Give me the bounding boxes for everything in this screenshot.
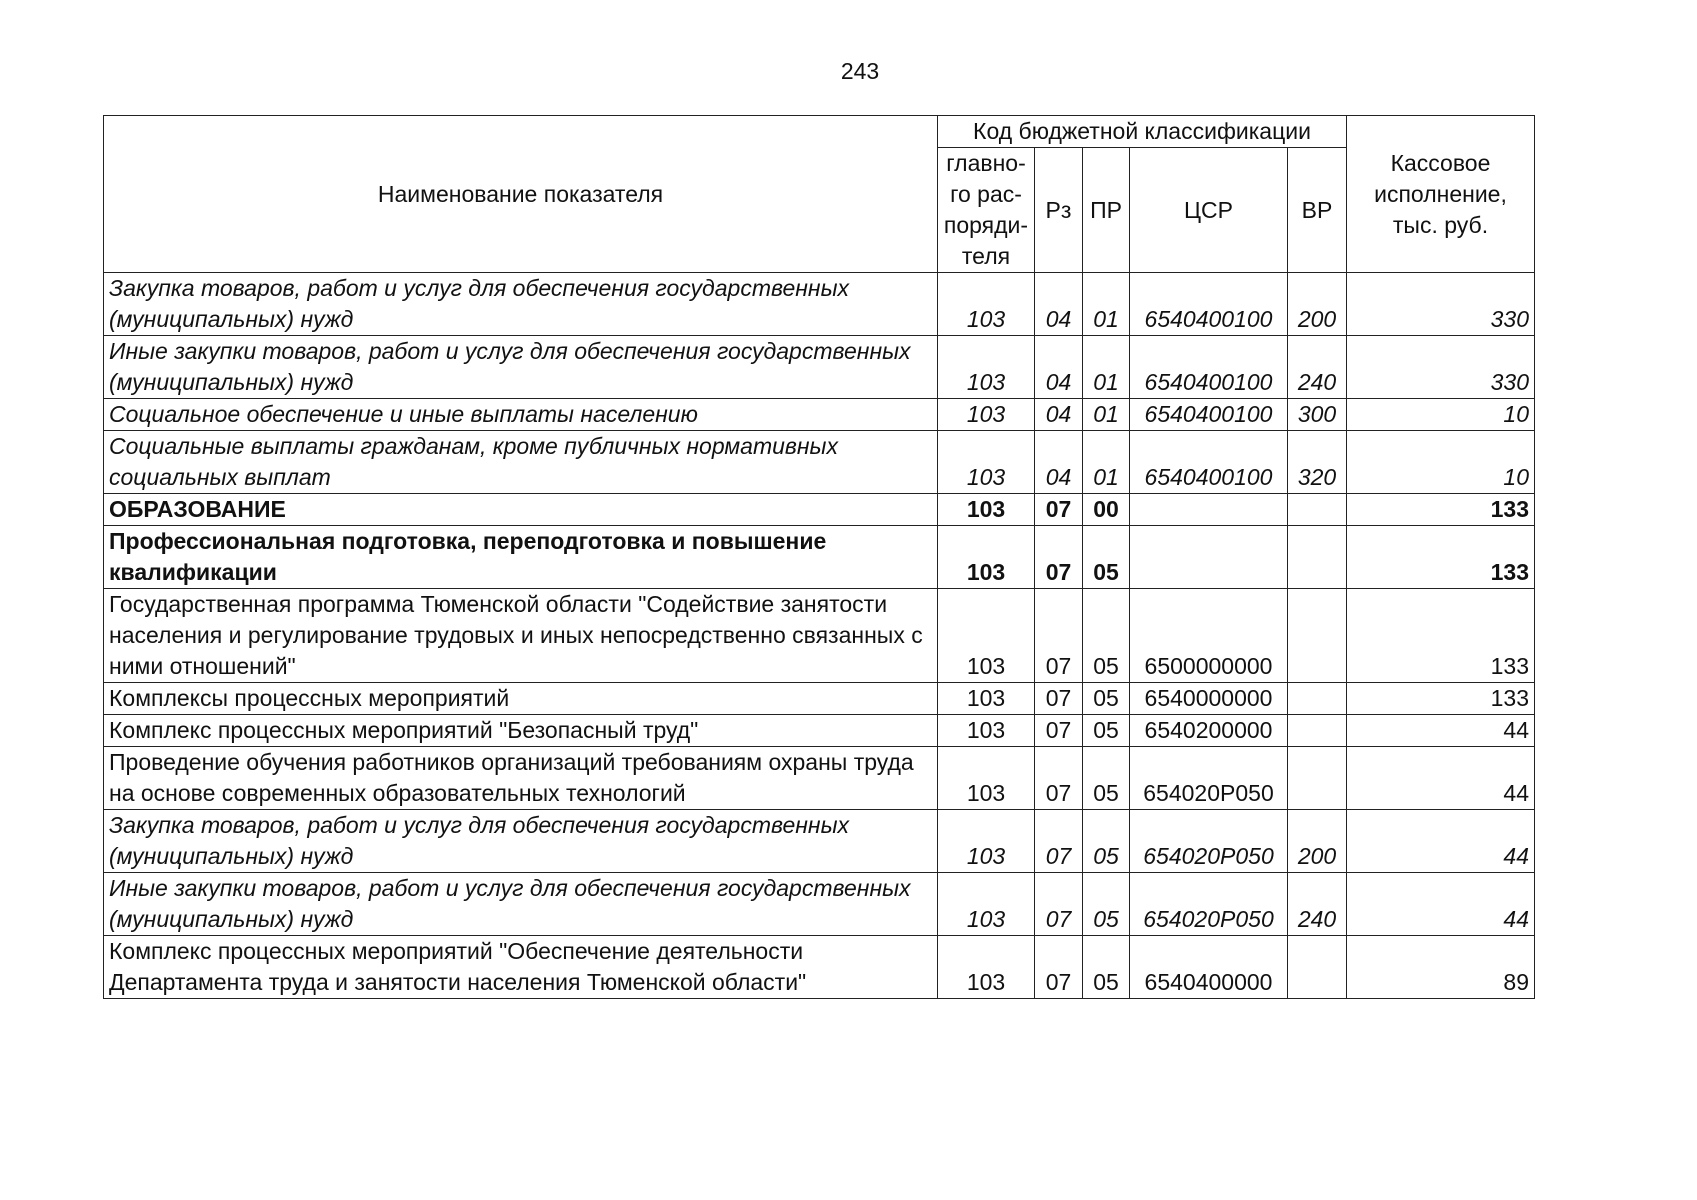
row-rz: 07 — [1035, 715, 1083, 747]
row-pr: 01 — [1083, 336, 1130, 399]
row-amount: 89 — [1347, 936, 1535, 999]
row-name: Социальные выплаты гражданам, кроме публичных нормативных социальных выплат — [104, 431, 938, 494]
table-row — [104, 336, 1535, 399]
row-glavny: 103 — [938, 873, 1035, 936]
row-csr — [1130, 494, 1288, 526]
row-csr: 6540400100 — [1130, 399, 1288, 431]
row-rz: 04 — [1035, 336, 1083, 399]
row-csr: 6540000000 — [1130, 683, 1288, 715]
row-rz: 07 — [1035, 526, 1083, 589]
row-pr: 05 — [1083, 873, 1130, 936]
row-rz: 07 — [1035, 494, 1083, 526]
table-body — [104, 273, 1535, 999]
row-csr: 654020Р050 — [1130, 747, 1288, 810]
row-csr: 6540400100 — [1130, 273, 1288, 336]
row-vr — [1288, 683, 1347, 715]
row-pr: 05 — [1083, 747, 1130, 810]
table-row — [104, 715, 1535, 747]
row-glavny: 103 — [938, 273, 1035, 336]
row-rz: 04 — [1035, 431, 1083, 494]
row-name: Комплекс процессных мероприятий "Обеспечение деятельности Департамента труда и занятости населения Тюменской области" — [104, 936, 938, 999]
row-glavny: 103 — [938, 715, 1035, 747]
table-row — [104, 494, 1535, 526]
row-vr — [1288, 589, 1347, 683]
row-name: Закупка товаров, работ и услуг для обеспечения государственных (муниципальных) нужд — [104, 273, 938, 336]
table-row — [104, 273, 1535, 336]
row-vr: 300 — [1288, 399, 1347, 431]
row-glavny: 103 — [938, 936, 1035, 999]
row-vr: 320 — [1288, 431, 1347, 494]
table-row — [104, 936, 1535, 999]
row-pr: 01 — [1083, 399, 1130, 431]
row-amount: 330 — [1347, 336, 1535, 399]
table-row — [104, 589, 1535, 683]
row-name: Проведение обучения работников организаций требованиям охраны труда на основе современных образовательных технологий — [104, 747, 938, 810]
row-pr: 05 — [1083, 715, 1130, 747]
row-name: Социальное обеспечение и иные выплаты населению — [104, 399, 938, 431]
row-name: Иные закупки товаров, работ и услуг для обеспечения государственных (муниципальных) нужд — [104, 336, 938, 399]
row-glavny: 103 — [938, 494, 1035, 526]
row-glavny: 103 — [938, 526, 1035, 589]
row-rz: 04 — [1035, 273, 1083, 336]
row-rz: 07 — [1035, 936, 1083, 999]
header-name: Наименование показателя — [104, 116, 938, 273]
row-csr: 6540200000 — [1130, 715, 1288, 747]
header-csr: ЦСР — [1130, 148, 1288, 273]
row-rz: 04 — [1035, 399, 1083, 431]
row-vr — [1288, 715, 1347, 747]
row-amount: 44 — [1347, 873, 1535, 936]
row-glavny: 103 — [938, 747, 1035, 810]
row-rz: 07 — [1035, 589, 1083, 683]
row-vr — [1288, 936, 1347, 999]
row-pr: 00 — [1083, 494, 1130, 526]
row-glavny: 103 — [938, 589, 1035, 683]
row-vr: 200 — [1288, 810, 1347, 873]
row-csr: 654020Р050 — [1130, 810, 1288, 873]
row-vr — [1288, 747, 1347, 810]
table-row — [104, 431, 1535, 494]
row-amount: 330 — [1347, 273, 1535, 336]
row-csr: 6540400000 — [1130, 936, 1288, 999]
row-pr: 01 — [1083, 431, 1130, 494]
row-amount: 133 — [1347, 494, 1535, 526]
header-vr: ВР — [1288, 148, 1347, 273]
row-name: ОБРАЗОВАНИЕ — [104, 494, 938, 526]
row-amount: 10 — [1347, 431, 1535, 494]
row-csr: 6500000000 — [1130, 589, 1288, 683]
table-row — [104, 810, 1535, 873]
row-name: Профессиональная подготовка, переподготовка и повышение квалификации — [104, 526, 938, 589]
table-row — [104, 526, 1535, 589]
row-vr: 240 — [1288, 336, 1347, 399]
budget-table — [103, 115, 1535, 999]
row-pr: 05 — [1083, 810, 1130, 873]
row-csr: 6540400100 — [1130, 431, 1288, 494]
row-amount: 133 — [1347, 526, 1535, 589]
row-vr: 240 — [1288, 873, 1347, 936]
row-pr: 05 — [1083, 526, 1130, 589]
row-amount: 10 — [1347, 399, 1535, 431]
row-rz: 07 — [1035, 747, 1083, 810]
header-rz: Рз — [1035, 148, 1083, 273]
row-pr: 01 — [1083, 273, 1130, 336]
row-name: Закупка товаров, работ и услуг для обеспечения государственных (муниципальных) нужд — [104, 810, 938, 873]
row-csr — [1130, 526, 1288, 589]
table-row — [104, 683, 1535, 715]
row-vr — [1288, 526, 1347, 589]
row-glavny: 103 — [938, 399, 1035, 431]
row-amount: 44 — [1347, 715, 1535, 747]
page-number: 243 — [840, 58, 880, 84]
row-pr: 05 — [1083, 589, 1130, 683]
row-amount: 133 — [1347, 683, 1535, 715]
header-pr: ПР — [1083, 148, 1130, 273]
row-glavny: 103 — [938, 683, 1035, 715]
row-pr: 05 — [1083, 683, 1130, 715]
row-csr: 654020Р050 — [1130, 873, 1288, 936]
row-glavny: 103 — [938, 431, 1035, 494]
header-glavny: главно-го рас-поряди-теля — [938, 148, 1035, 273]
row-vr: 200 — [1288, 273, 1347, 336]
table-row — [104, 399, 1535, 431]
row-glavny: 103 — [938, 336, 1035, 399]
row-amount: 44 — [1347, 810, 1535, 873]
header-classification: Код бюджетной классификации — [938, 116, 1347, 148]
row-amount: 133 — [1347, 589, 1535, 683]
row-name: Комплекс процессных мероприятий "Безопасный труд" — [104, 715, 938, 747]
table-row — [104, 747, 1535, 810]
header-amount: Кассовое исполнение, тыс. руб. — [1347, 116, 1535, 273]
row-name: Государственная программа Тюменской области "Содействие занятости населения и регулирование трудовых и иных непосредственно связанных с ними отношений" — [104, 589, 938, 683]
row-pr: 05 — [1083, 936, 1130, 999]
row-rz: 07 — [1035, 873, 1083, 936]
table-row — [104, 873, 1535, 936]
row-rz: 07 — [1035, 683, 1083, 715]
row-rz: 07 — [1035, 810, 1083, 873]
row-csr: 6540400100 — [1130, 336, 1288, 399]
row-name: Комплексы процессных мероприятий — [104, 683, 938, 715]
row-amount: 44 — [1347, 747, 1535, 810]
row-glavny: 103 — [938, 810, 1035, 873]
row-name: Иные закупки товаров, работ и услуг для обеспечения государственных (муниципальных) нужд — [104, 873, 938, 936]
row-vr — [1288, 494, 1347, 526]
